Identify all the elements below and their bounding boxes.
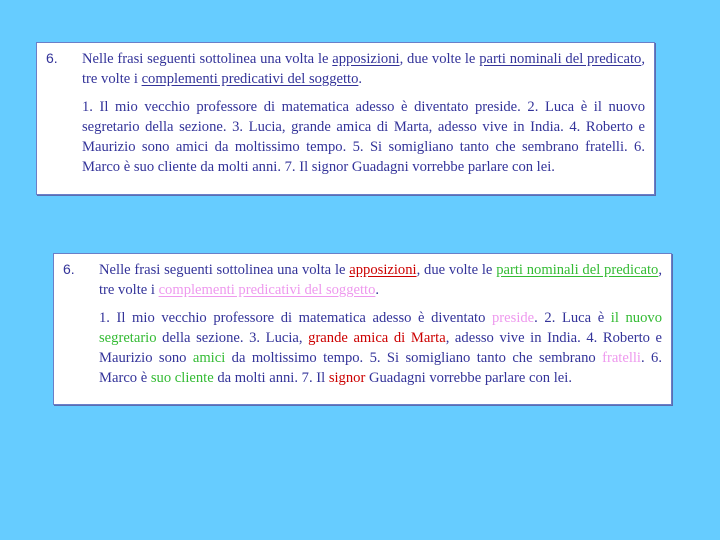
keyword-parti-nominali: parti nominali del predicato <box>479 51 642 67</box>
highlight-parte-nominale: amici <box>192 350 226 366</box>
exercise-box-solved <box>53 253 672 405</box>
instruction-text: Nelle frasi seguenti sottolinea una volta le <box>82 51 333 67</box>
instruction-text: , due volte le <box>399 51 480 67</box>
highlight-parte-nominale: suo cliente <box>150 370 214 386</box>
sentence-text: . 6. Marco è <box>99 350 662 386</box>
sentence-text: della sezione. 3. Lucia, <box>156 330 309 346</box>
highlight-apposizione: grande amica di Marta <box>308 330 446 346</box>
keyword-apposizioni: apposizioni <box>349 262 417 278</box>
instruction-text: , due volte le <box>416 262 497 278</box>
instruction-text: , tre volte i <box>82 51 645 87</box>
highlight-parte-nominale: il nuovo segretario <box>99 310 662 346</box>
exercise-number: 6. <box>46 50 58 66</box>
exercise-instruction <box>82 49 645 89</box>
keyword-complementi-predicativi: complementi predicativi del soggetto <box>141 71 359 87</box>
highlight-complemento-predicativo: preside <box>492 310 535 326</box>
exercise-content <box>99 260 662 388</box>
sentence-text: Guadagni vorrebbe parlare con lei. <box>365 370 572 386</box>
exercise-number: 6. <box>63 261 75 277</box>
keyword-parti-nominali: parti nominali del predicato <box>496 262 659 278</box>
exercise-sentences: 1. Il mio vecchio professore di matematica adesso è diventato preside. 2. Luca è il nuovo segretario della sezione. 3. Lucia, grande amica di Marta, adesso vive in India. 4. Roberto e Maurizio sono amici da moltissimo tempo. 5. Si somigliano tanto che sembrano fratelli. 6. Marco è suo cliente da molti anni. 7. Il signor Guadagni vorrebbe parlare con lei. <box>82 99 645 175</box>
highlight-complemento-predicativo: fratelli <box>602 350 641 366</box>
sentence-text: , adesso vive in India. 4. Roberto e Maurizio sono <box>99 330 662 366</box>
keyword-complementi-predicativi: complementi predicativi del soggetto <box>158 282 376 298</box>
highlight-apposizione: signor <box>328 370 366 386</box>
sentence-text: . 2. Luca è <box>534 310 611 326</box>
sentence-text: 1. Il mio vecchio professore di matematica adesso è diventato <box>99 310 492 326</box>
exercise-instruction <box>99 260 662 300</box>
keyword-apposizioni: apposizioni <box>332 51 400 67</box>
instruction-text: , tre volte i <box>99 262 662 298</box>
sentence-text: da molti anni. 7. Il <box>213 370 329 386</box>
sentence-text: da moltissimo tempo. 5. Si somigliano tanto che sembrano <box>225 350 603 366</box>
exercise-sentences <box>99 308 662 388</box>
instruction-text: . <box>375 282 380 298</box>
exercise-content <box>82 49 645 177</box>
instruction-text: Nelle frasi seguenti sottolinea una volta le <box>99 262 350 278</box>
exercise-box-plain <box>36 42 655 195</box>
instruction-text: . <box>358 71 363 87</box>
